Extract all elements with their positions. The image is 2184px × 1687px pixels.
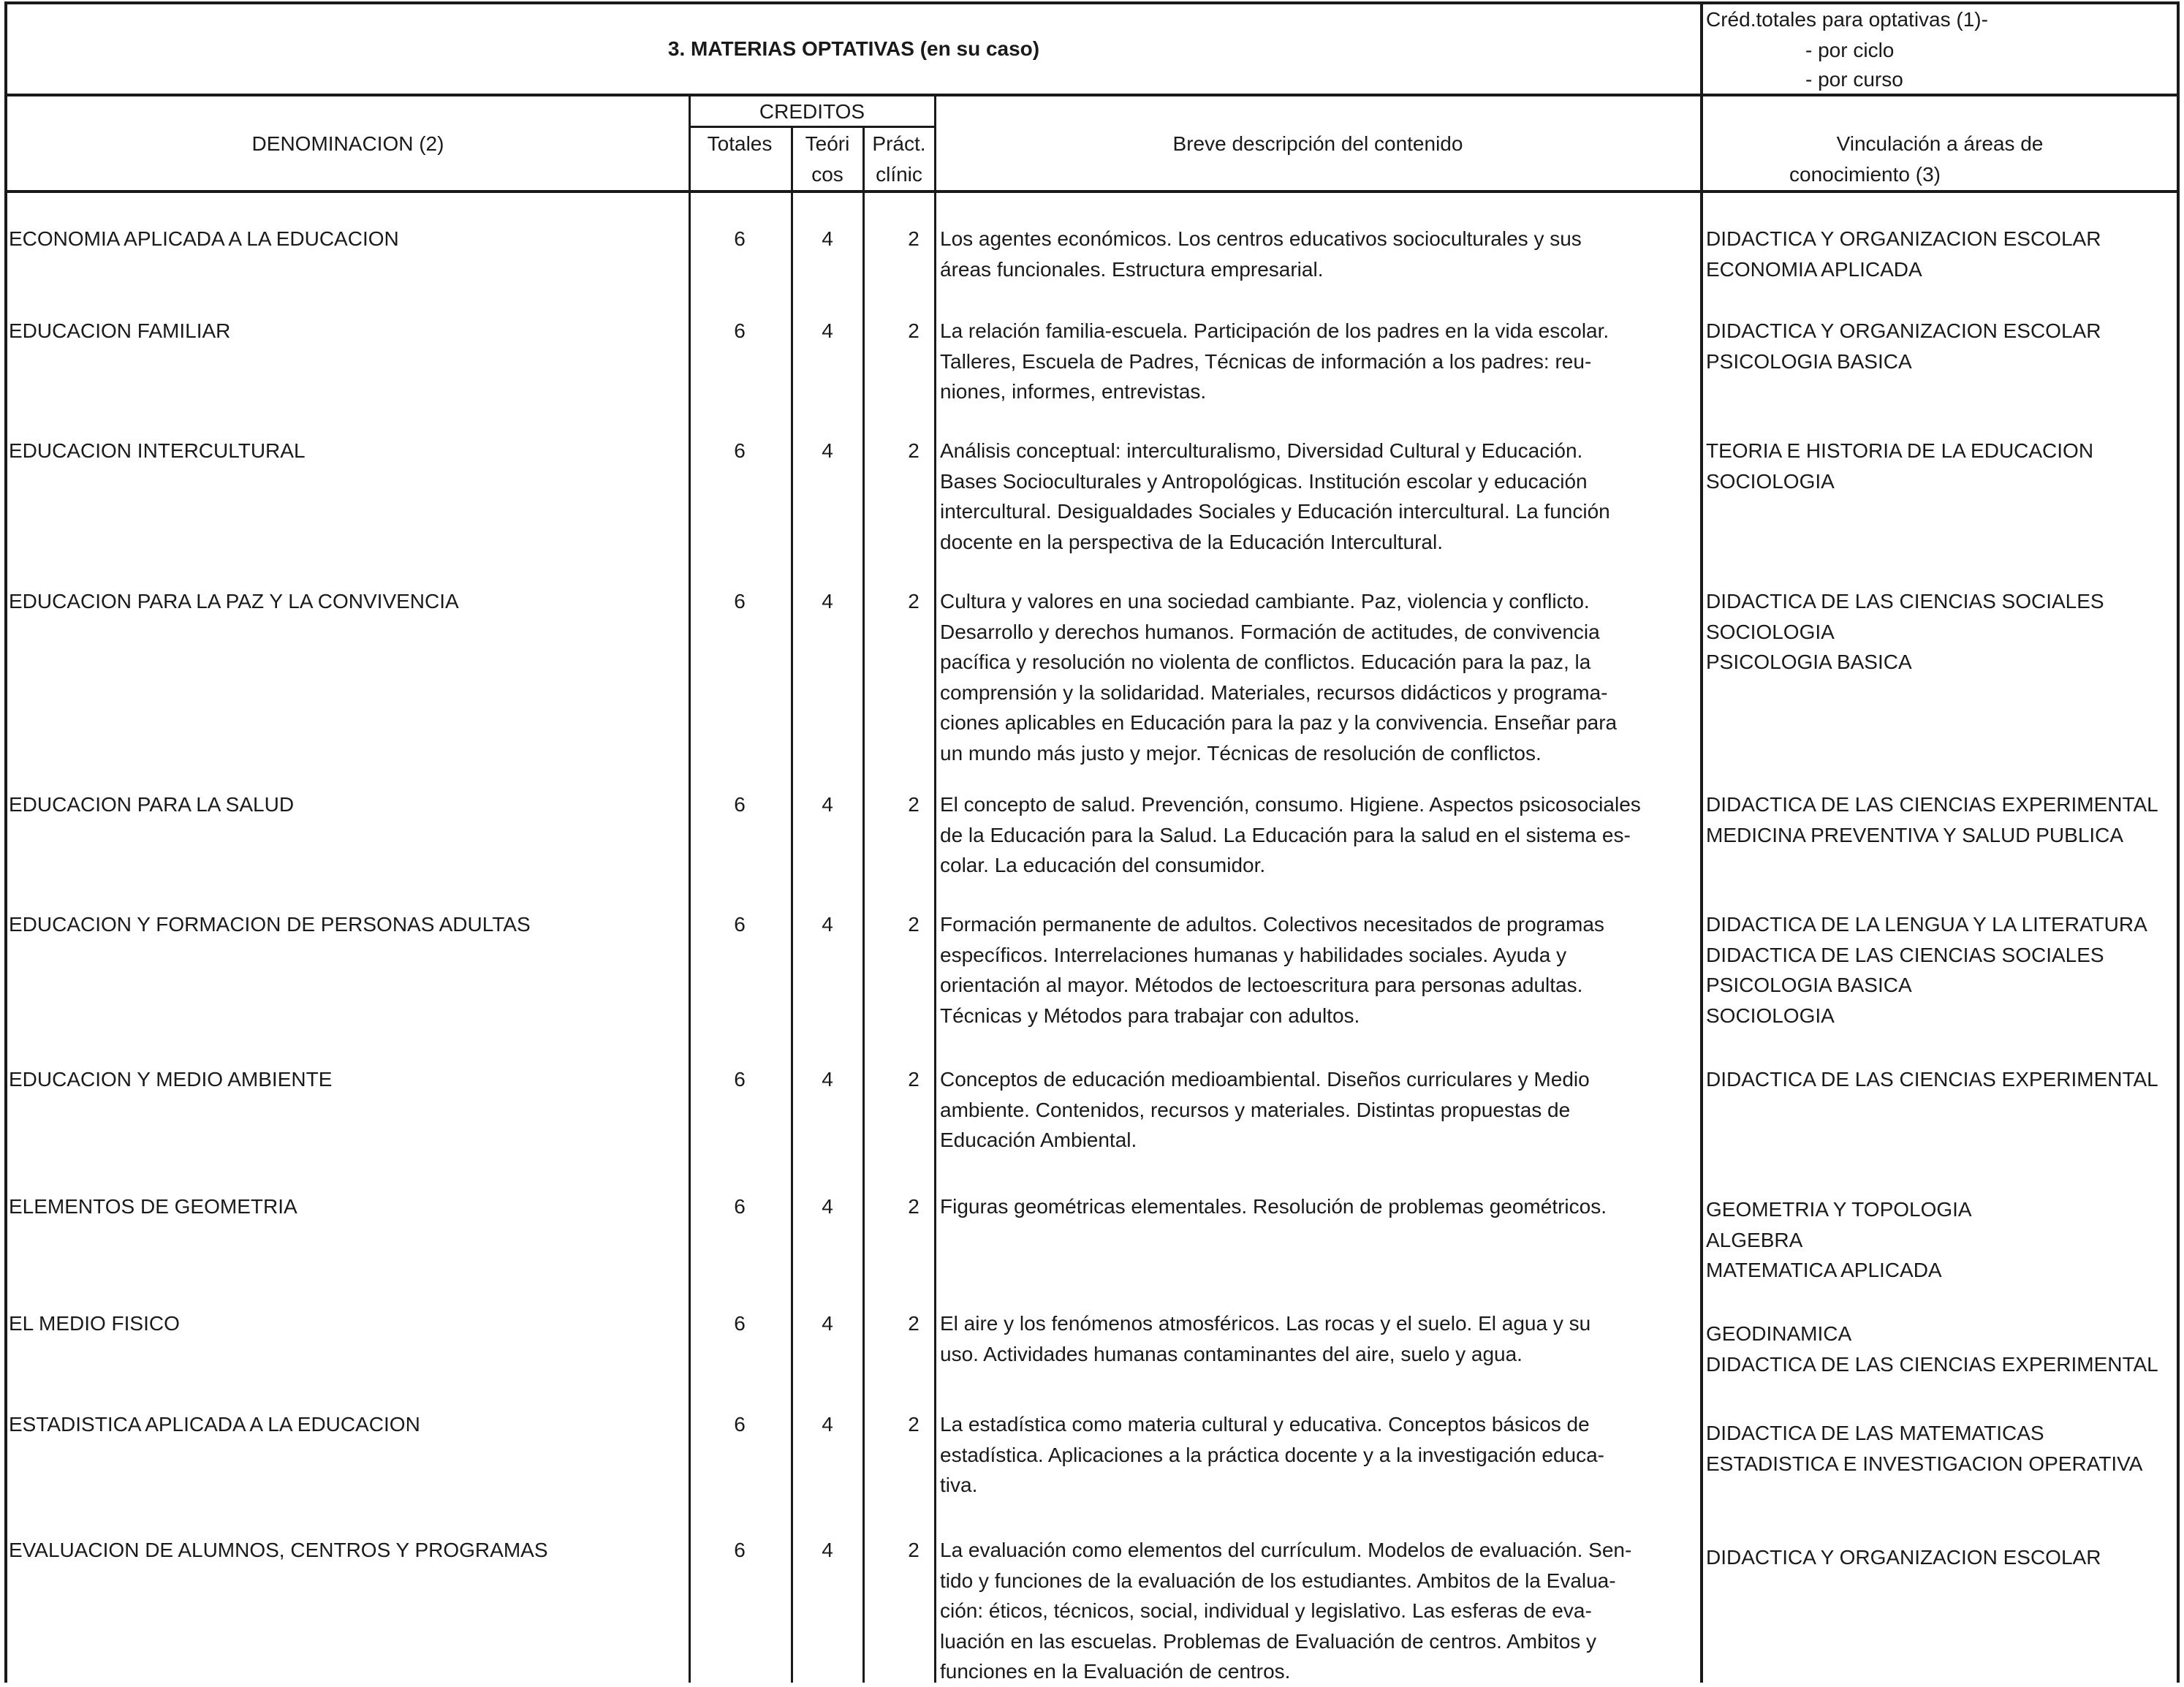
- area-line: DIDACTICA DE LA LENGUA Y LA LITERATURA: [1706, 913, 2147, 936]
- practicos-cell: 2: [908, 319, 920, 342]
- teoricos-cell: 4: [822, 913, 833, 936]
- descripcion-line: Formación permanente de adultos. Colectivos necesitados de programas: [940, 913, 1604, 936]
- teoricos-cell: 4: [822, 1413, 833, 1436]
- area-line: ALGEBRA: [1706, 1228, 1803, 1251]
- descripcion-line: Desarrollo y derechos humanos. Formación de actitudes, de convivencia: [940, 620, 1600, 643]
- denominacion-cell: EDUCACION Y MEDIO AMBIENTE: [9, 1068, 333, 1091]
- denominacion-cell: ELEMENTOS DE GEOMETRIA: [9, 1195, 297, 1218]
- descripcion-line: uso. Actividades humanas contaminantes del aire, suelo y agua.: [940, 1342, 1523, 1365]
- table-right-border: [2177, 1, 2180, 1683]
- descripcion-line: pacífica y resolución no violenta de conflictos. Educación para la paz, la: [940, 651, 1591, 673]
- area-line: DIDACTICA Y ORGANIZACION ESCOLAR: [1706, 1546, 2101, 1569]
- descripcion-line: comprensión y la solidaridad. Materiales, recursos didácticos y programa-: [940, 681, 1608, 704]
- descripcion-line: colar. La educación del consumidor.: [940, 854, 1266, 876]
- col-header-teori-1: Teóri: [805, 132, 850, 155]
- practicos-cell: 2: [908, 913, 920, 936]
- totales-cell: 6: [734, 1068, 746, 1091]
- practicos-cell: 2: [908, 1539, 920, 1561]
- descripcion-line: un mundo más justo y mejor. Técnicas de resolución de conflictos.: [940, 741, 1542, 765]
- col-header-teori-2: cos: [811, 163, 843, 186]
- descripcion-line: tido y funciones de la evaluación de los estudiantes. Ambitos de la Evalua-: [940, 1569, 1616, 1592]
- descripcion-line: ción: éticos, técnicos, social, individual y legislativo. Las esferas de eva-: [940, 1599, 1592, 1622]
- denominacion-cell: EDUCACION Y FORMACION DE PERSONAS ADULTAS: [9, 913, 531, 936]
- header-divider-2: [4, 190, 2180, 193]
- descripcion-line: El concepto de salud. Prevención, consumo. Higiene. Aspectos psicosociales: [940, 793, 1641, 816]
- teoricos-cell: 4: [822, 1312, 833, 1335]
- col-sep-teori: [862, 126, 865, 1683]
- area-line: ESTADISTICA E INVESTIGACION OPERATIVA: [1706, 1452, 2143, 1475]
- practicos-cell: 2: [908, 1312, 920, 1335]
- col-header-vinculacion-2: conocimiento (3): [1789, 163, 1941, 186]
- descripcion-line: orientación al mayor. Métodos de lectoescritura para personas adultas.: [940, 974, 1583, 996]
- descripcion-line: áreas funcionales. Estructura empresarial.: [940, 257, 1324, 281]
- totales-cell: 6: [734, 1413, 746, 1436]
- descripcion-line: Técnicas y Métodos para trabajar con adultos.: [940, 1004, 1360, 1027]
- descripcion-line: La estadística como materia cultural y educativa. Conceptos básicos de: [940, 1413, 1590, 1436]
- totales-cell: 6: [734, 793, 746, 816]
- denominacion-cell: ESTADISTICA APLICADA A LA EDUCACION: [9, 1413, 420, 1436]
- denominacion-cell: EDUCACION INTERCULTURAL: [9, 439, 306, 462]
- col-header-descripcion: Breve descripción del contenido: [1172, 132, 1463, 155]
- descripcion-line: estadística. Aplicaciones a la práctica docente y a la investigación educa-: [940, 1443, 1604, 1466]
- descripcion-line: Cultura y valores en una sociedad cambiante. Paz, violencia y conflicto.: [940, 590, 1590, 613]
- practicos-cell: 2: [908, 1068, 920, 1091]
- descripcion-line: tiva.: [940, 1474, 978, 1496]
- col-sep-descripcion: [1700, 1, 1703, 1683]
- col-header-pract-1: Práct.: [872, 132, 926, 155]
- por-curso-label: - por curso: [1805, 68, 1903, 91]
- col-header-totales: Totales: [707, 132, 773, 155]
- denominacion-cell: EDUCACION PARA LA PAZ Y LA CONVIVENCIA: [9, 590, 459, 613]
- denominacion-cell: ECONOMIA APLICADA A LA EDUCACION: [9, 227, 399, 250]
- practicos-cell: 2: [908, 439, 920, 462]
- totales-cell: 6: [734, 319, 746, 342]
- descripcion-line: Los agentes económicos. Los centros educativos socioculturales y sus: [940, 227, 1582, 250]
- descripcion-line: específicos. Interrelaciones humanas y habilidades sociales. Ayuda y: [940, 943, 1567, 966]
- section-title: 3. MATERIAS OPTATIVAS (en su caso): [667, 37, 1040, 60]
- teoricos-cell: 4: [822, 1539, 833, 1561]
- area-line: DIDACTICA DE LAS MATEMATICAS: [1706, 1422, 2044, 1444]
- denominacion-cell: EVALUACION DE ALUMNOS, CENTROS Y PROGRAMAS: [9, 1539, 548, 1561]
- col-header-denominacion: DENOMINACION (2): [251, 132, 444, 155]
- descripcion-line: Bases Socioculturales y Antropológicas. Institución escolar y educación: [940, 469, 1588, 493]
- area-line: DIDACTICA DE LAS CIENCIAS SOCIALES: [1706, 943, 2104, 966]
- practicos-cell: 2: [908, 1413, 920, 1436]
- descripcion-line: intercultural. Desigualdades Sociales y Educación intercultural. La función: [940, 500, 1610, 523]
- totales-cell: 6: [734, 590, 746, 613]
- area-line: SOCIOLOGIA: [1706, 620, 1835, 643]
- totales-cell: 6: [734, 439, 746, 462]
- area-line: DIDACTICA Y ORGANIZACION ESCOLAR: [1706, 227, 2101, 250]
- teoricos-cell: 4: [822, 793, 833, 816]
- descripcion-line: La evaluación como elementos del currículum. Modelos de evaluación. Sen-: [940, 1539, 1632, 1561]
- descripcion-line: niones, informes, entrevistas.: [940, 380, 1207, 403]
- area-line: DIDACTICA DE LAS CIENCIAS SOCIALES: [1706, 590, 2104, 613]
- descripcion-line: luación en las escuelas. Problemas de Evaluación de centros. Ambitos y: [940, 1629, 1597, 1653]
- col-header-pract-2: clínic: [876, 163, 922, 186]
- teoricos-cell: 4: [822, 1195, 833, 1218]
- area-line: SOCIOLOGIA: [1706, 1004, 1835, 1027]
- descripcion-line: docente en la perspectiva de la Educación Intercultural.: [940, 530, 1443, 553]
- area-line: GEOMETRIA Y TOPOLOGIA: [1706, 1198, 1972, 1221]
- area-line: GEODINAMICA: [1706, 1322, 1852, 1345]
- totales-cell: 6: [734, 1539, 746, 1561]
- descripcion-line: La relación familia-escuela. Participación de los padres en la vida escolar.: [940, 319, 1609, 342]
- area-line: DIDACTICA DE LAS CIENCIAS EXPERIMENTAL: [1706, 793, 2158, 816]
- descripcion-line: Análisis conceptual: interculturalismo, Diversidad Cultural y Educación.: [940, 439, 1583, 462]
- col-header-creditos: CREDITOS: [759, 100, 865, 123]
- teoricos-cell: 4: [822, 1068, 833, 1091]
- totales-cell: 6: [734, 913, 746, 936]
- denominacion-cell: EL MEDIO FISICO: [9, 1312, 180, 1335]
- descripcion-line: El aire y los fenómenos atmosféricos. Las rocas y el suelo. El agua y su: [940, 1312, 1591, 1335]
- denominacion-cell: EDUCACION PARA LA SALUD: [9, 793, 295, 816]
- descripcion-line: Conceptos de educación medioambiental. Diseños curriculares y Medio: [940, 1068, 1590, 1091]
- teoricos-cell: 4: [822, 319, 833, 342]
- area-line: PSICOLOGIA BASICA: [1706, 349, 1912, 373]
- area-line: MATEMATICA APLICADA: [1706, 1259, 1942, 1281]
- area-line: DIDACTICA DE LAS CIENCIAS EXPERIMENTAL: [1706, 1068, 2158, 1091]
- col-sep-totales: [791, 126, 793, 1683]
- table-left-border: [4, 1, 7, 1683]
- area-line: SOCIOLOGIA: [1706, 469, 1835, 493]
- col-sep-pract: [934, 96, 936, 1683]
- area-line: TEORIA E HISTORIA DE LA EDUCACION: [1706, 439, 2094, 462]
- practicos-cell: 2: [908, 590, 920, 613]
- teoricos-cell: 4: [822, 439, 833, 462]
- area-line: DIDACTICA Y ORGANIZACION ESCOLAR: [1706, 319, 2101, 342]
- area-line: PSICOLOGIA BASICA: [1706, 651, 1912, 673]
- creditos-totales-label: Créd.totales para optativas (1)-: [1706, 8, 1988, 31]
- totales-cell: 6: [734, 227, 746, 250]
- practicos-cell: 2: [908, 1195, 920, 1218]
- area-line: ECONOMIA APLICADA: [1706, 257, 1922, 281]
- totales-cell: 6: [734, 1195, 746, 1218]
- descripcion-line: funciones en la Evaluación de centros.: [940, 1660, 1291, 1683]
- area-line: DIDACTICA DE LAS CIENCIAS EXPERIMENTAL: [1706, 1352, 2158, 1376]
- descripcion-line: ciones aplicables en Educación para la paz y la convivencia. Enseñar para: [940, 711, 1618, 734]
- descripcion-line: ambiente. Contenidos, recursos y materiales. Distintas propuestas de: [940, 1098, 1571, 1121]
- col-header-vinculacion-1: Vinculación a áreas de: [1836, 132, 2044, 155]
- descripcion-line: Figuras geométricas elementales. Resolución de problemas geométricos.: [940, 1195, 1607, 1218]
- totales-cell: 6: [734, 1312, 746, 1335]
- descripcion-line: Talleres, Escuela de Padres, Técnicas de información a los padres: reu-: [940, 349, 1592, 373]
- por-ciclo-label: - por ciclo: [1805, 39, 1895, 61]
- descripcion-line: de la Educación para la Salud. La Educación para la salud en el sistema es-: [940, 823, 1631, 846]
- area-line: MEDICINA PREVENTIVA Y SALUD PUBLICA: [1706, 823, 2124, 846]
- practicos-cell: 2: [908, 793, 920, 816]
- practicos-cell: 2: [908, 227, 920, 250]
- area-line: PSICOLOGIA BASICA: [1706, 974, 1912, 996]
- teoricos-cell: 4: [822, 590, 833, 613]
- denominacion-cell: EDUCACION FAMILIAR: [9, 319, 231, 342]
- teoricos-cell: 4: [822, 227, 833, 250]
- descripcion-line: Educación Ambiental.: [940, 1129, 1137, 1151]
